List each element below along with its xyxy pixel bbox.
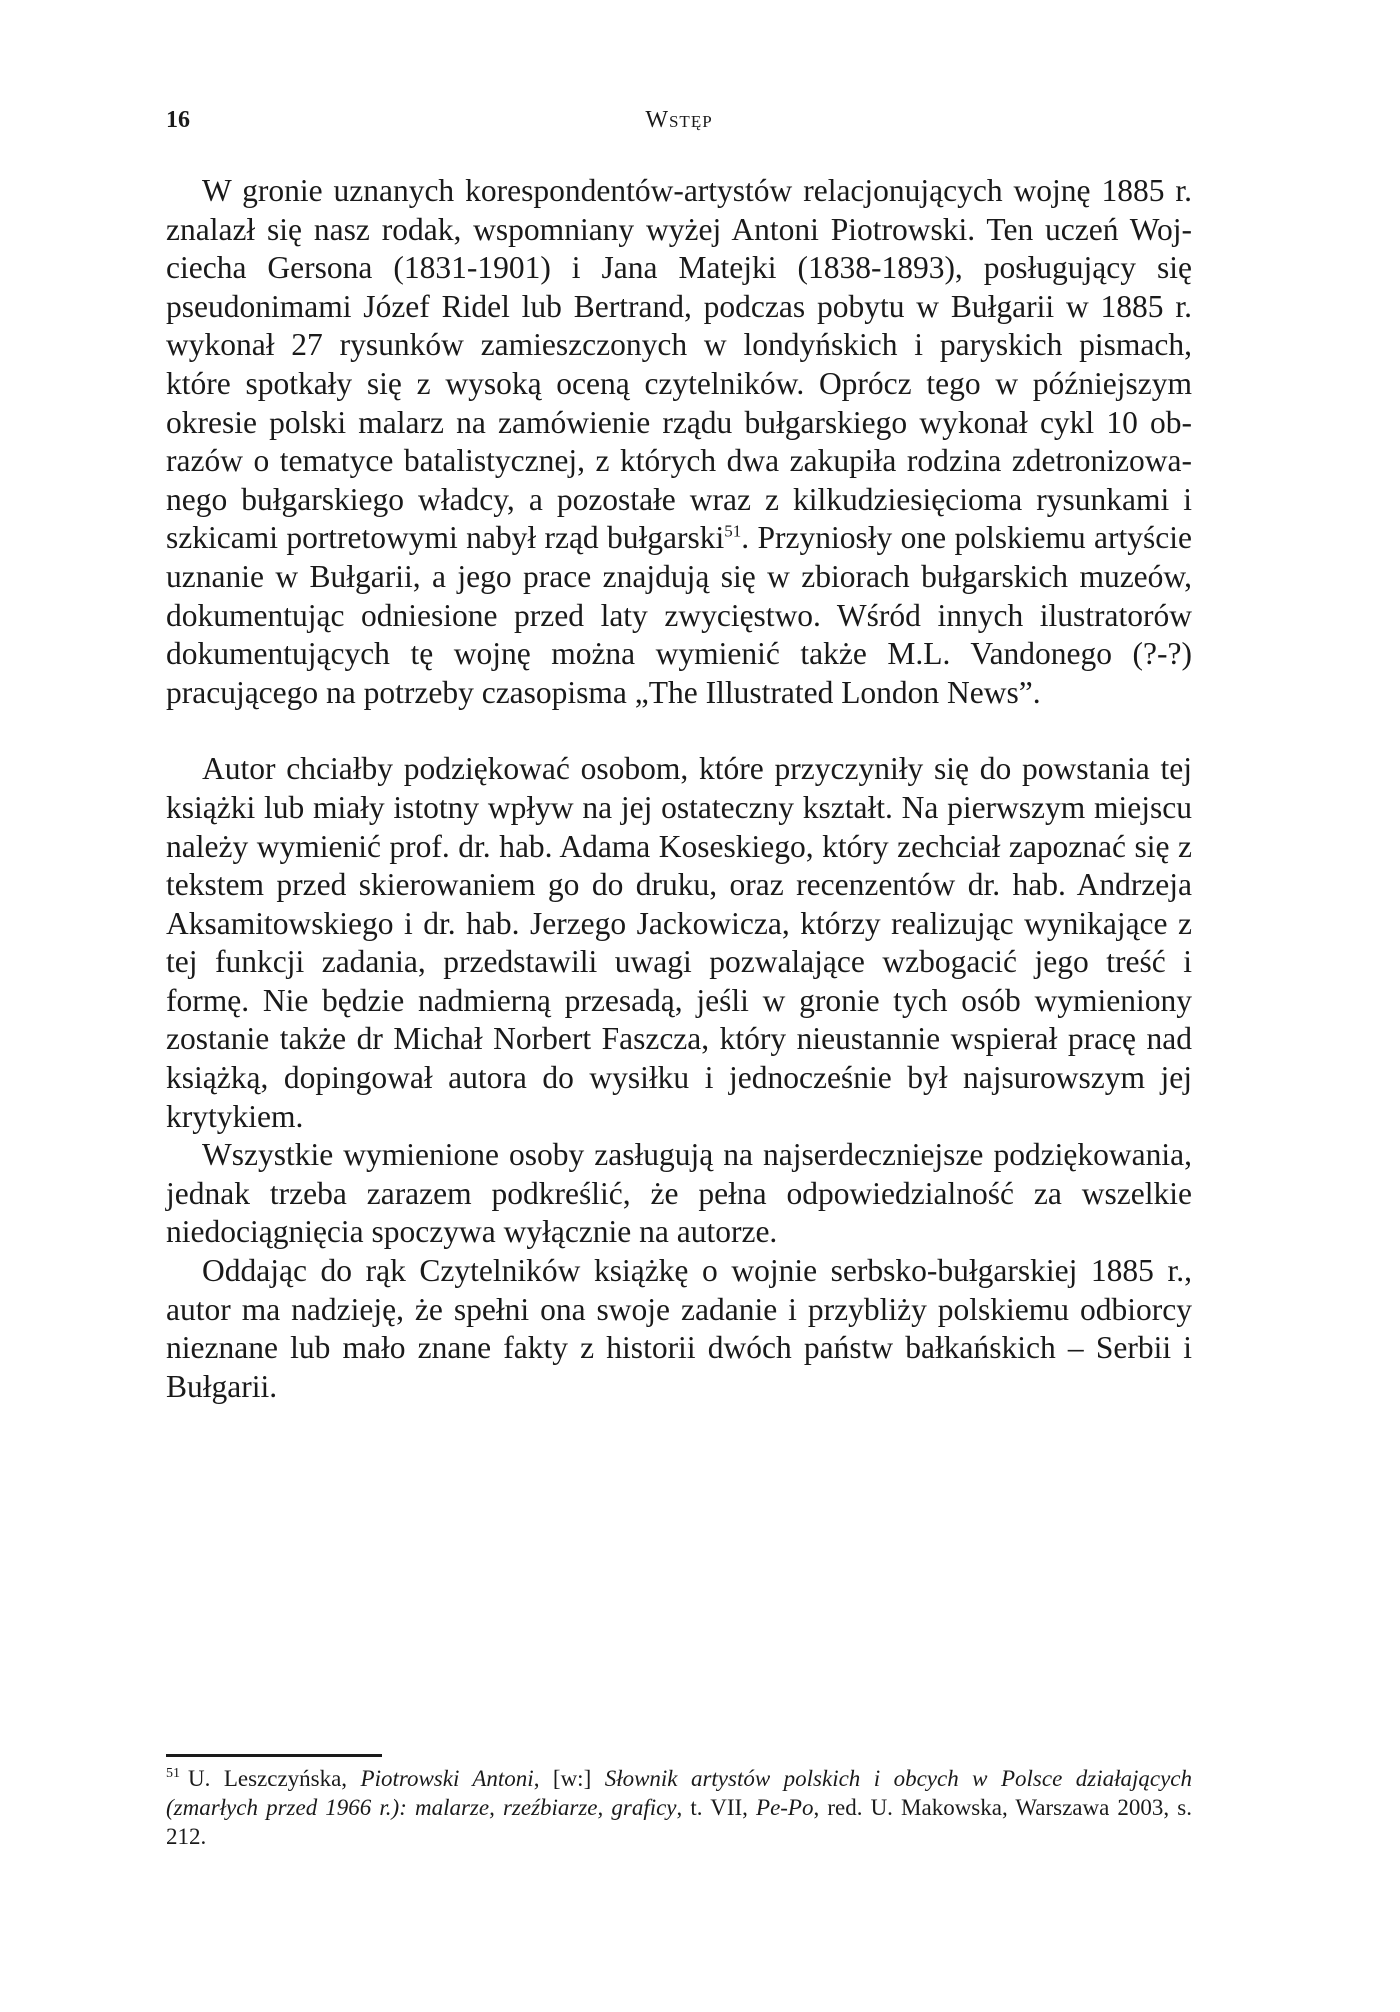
paragraph: Autor chciałby podziękować osobom, które przyczyniły się do powstania tej książki lub miały istotny wpływ na jej ostateczny kształt. Na pierwszym miejscu należy wymienić prof. dr. hab. Adama Koseskiego, który zechciał zapoznać się z tekstem przed skierowaniem go do druku, oraz recenzentów dr. hab. Andrzeja Aksamitowskiego i dr. hab. Jerzego Jackowicza, którzy realizując wynikające z tej funkcji zadania, przedstawili uwagi pozwalające wzbogacić jego treść i formę. Nie będzie nadmierną przesadą, jeśli w gronie tych osób wymieniony zostanie także dr Michał Norbert Faszcza, który nieustannie wspierał pracę nad książką, dopingował autora do wysiłku i jednocześnie był najsurowszym jej krytykiem.: [166, 751, 1192, 1134]
paragraph-text: . Przyniosły one polskiemu artyście uznanie w Bułgarii, a jego prace znajdują się w zbiorach bułgarskich muzeów, dokumentując odniesione przed laty zwycięstwo. Wśród innych ilustratorów dokumentujących tę wojnę można wymienić także M.L. Vandonego (?-?) pracującego na potrzeby czasopisma „The Illustrated London News”.: [166, 520, 1192, 710]
footnote-reference: 51: [724, 521, 742, 541]
footnote-volume: , t. VII,: [676, 1795, 757, 1820]
footnote: [166, 1764, 1192, 1851]
body-text: [166, 172, 1192, 1406]
paragraph-text: W gronie uznanych korespondentów-artystów relacjonujących wojnę 1885 r. znalazł się nasz rodak, wspomniany wyżej Antoni Piotrowski. Ten uczeń Wojciecha Gersona (1831-1901) i Jana Matejki (1838-1893), posługujący się pseudonimami Józef Ridel lub Bertrand, podczas pobytu w Bułgarii w 1885 r. wykonał 27 rysunków zamieszczonych w londyńskich i paryskich pismach, które spotkały się z wysoką oceną czytelników. Oprócz tego w późniejszym okresie polski malarz na zamówienie rządu bułgarskiego wykonał cykl 10 obrazów o tematyce batalistycznej, z których dwa zakupiła rodzina zdetronizowanego bułgarskiego władcy, a pozostałe wraz z kilkudziesięcioma rysunkami i szkicami portretowymi nabył rząd bułgarski: [166, 173, 1192, 556]
paragraph: Wszystkie wymienione osoby zasługują na najserdeczniejsze podziękowania, jednak trzeba zarazem podkreślić, że pełna odpowiedzialność za wszelkie niedociągnięcia spoczywa wyłącznie na autorze.: [166, 1137, 1192, 1250]
footnote-work-title: Słownik artystów polskich i obcych w Polsce działających (zmarłych przed 1966 r.): malarze, rzeźbiarze, graficy: [166, 1766, 1192, 1820]
footnote-entry-title: Piotrowski Antoni: [360, 1766, 534, 1791]
footnote-tail: , red. U. Makowska, Warszawa 2003, s. 212.: [166, 1795, 1192, 1849]
footnote-in-marker: , [w:]: [533, 1766, 605, 1791]
page-header: [166, 100, 1192, 140]
footnote-number: 51: [166, 1766, 180, 1782]
running-title: Wstęp: [645, 107, 713, 133]
footnote-author: U. Leszczyńska,: [188, 1766, 361, 1791]
footnote-divider: [166, 1754, 382, 1757]
paragraph: [166, 172, 1192, 712]
paragraph: Oddając do rąk Czytelników książkę o wojnie serbsko-bułgarskiej 1885 r., autor ma nadzieję, że spełni ona swoje zadanie i przybliży polskiemu odbiorcy nieznane lub mało znane fakty z historii dwóch państw bałkańskich – Serbii i Bułgarii.: [166, 1253, 1192, 1404]
page-number: 16: [166, 107, 190, 133]
footnote-volume-range: Pe-Po: [756, 1795, 814, 1820]
